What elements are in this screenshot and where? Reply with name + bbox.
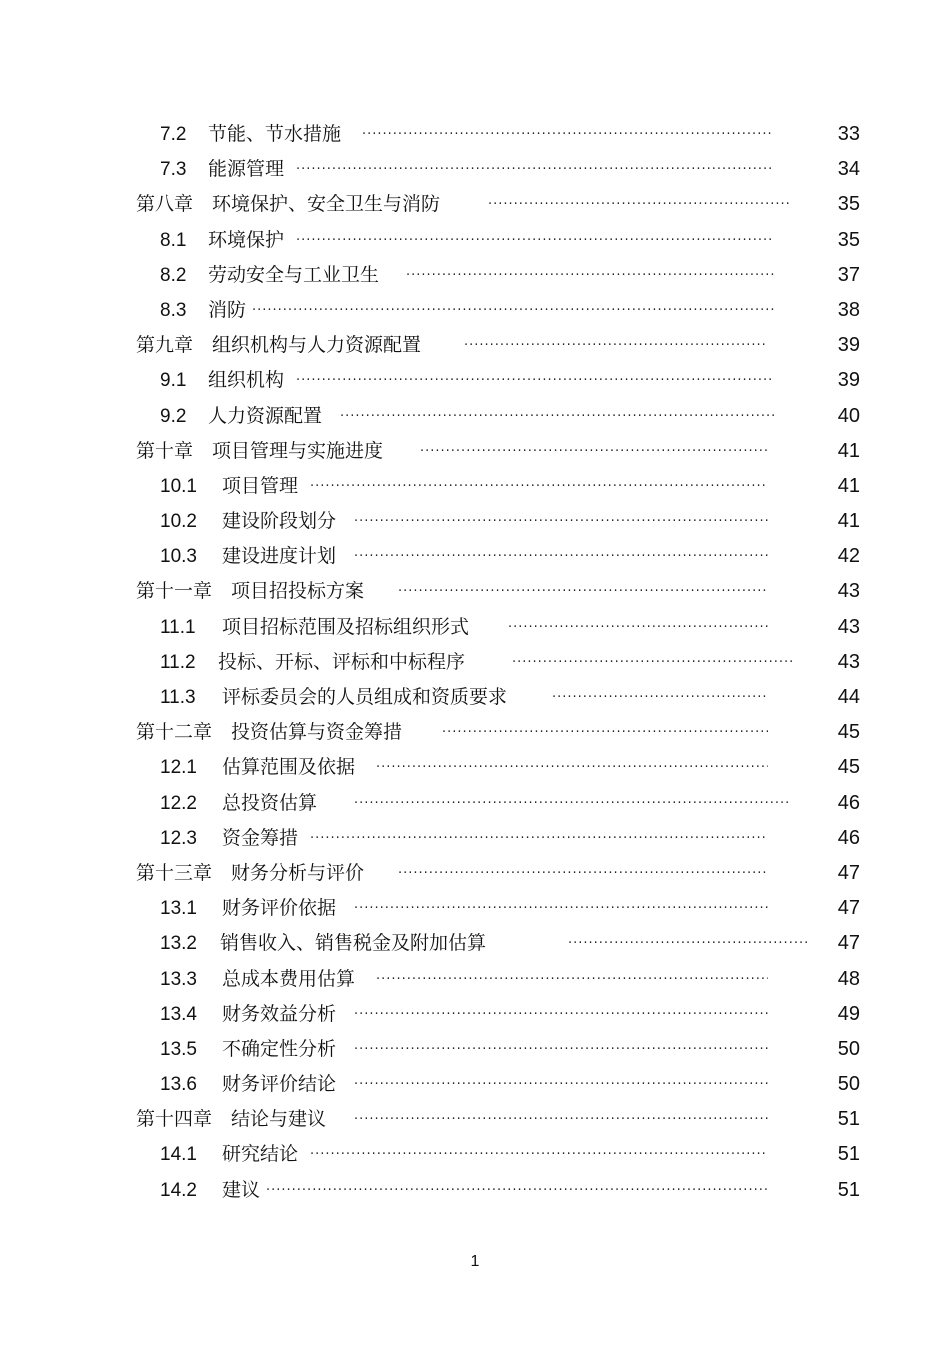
toc-entry-page: 39 — [837, 369, 860, 392]
toc-entry-number: 11.3 — [160, 687, 196, 708]
toc-entry-title: 第八章 环境保护、安全卫生与消防 — [136, 193, 441, 216]
toc-entry-title: 研究结论 — [222, 1143, 299, 1166]
toc-entry[interactable] — [0, 821, 950, 856]
toc-entry[interactable] — [0, 610, 950, 645]
toc-entry-title: 第十三章 财务分析与评价 — [136, 861, 365, 884]
toc-entry[interactable] — [0, 258, 950, 293]
toc-leader — [354, 504, 768, 539]
toc-leader — [340, 399, 774, 434]
toc-leader — [362, 117, 774, 152]
toc-entry[interactable] — [0, 1067, 950, 1102]
toc-entry[interactable] — [0, 715, 950, 750]
toc-leader — [296, 223, 774, 258]
toc-leader — [512, 645, 792, 680]
toc-entry-page: 41 — [837, 510, 860, 533]
toc-entry-page: 47 — [837, 932, 860, 955]
toc-entry-page: 49 — [837, 1002, 860, 1025]
toc-entry-title: 总投资估算 — [222, 791, 318, 814]
toc-entry-title: 财务评价结论 — [222, 1073, 337, 1096]
toc-entry-number: 9.2 — [160, 405, 187, 427]
toc-entry-page: 40 — [837, 404, 860, 427]
toc-entry[interactable] — [0, 223, 950, 258]
toc-entry[interactable] — [0, 926, 950, 961]
toc-entry-title: 第九章 组织机构与人力资源配置 — [136, 334, 422, 357]
toc-entry[interactable] — [0, 1173, 950, 1208]
toc-entry[interactable] — [0, 786, 950, 821]
toc-leader — [354, 786, 790, 821]
toc-entry[interactable] — [0, 434, 950, 469]
toc-leader — [296, 152, 774, 187]
toc-entry[interactable] — [0, 539, 950, 574]
toc-entry-title: 项目招标范围及招标组织形式 — [222, 615, 470, 638]
toc-entry-title: 第十一章 项目招投标方案 — [136, 580, 365, 603]
toc-entry[interactable] — [0, 962, 950, 997]
toc-entry-title: 消防 — [208, 298, 247, 321]
toc-leader — [442, 715, 768, 750]
toc-leader — [354, 997, 768, 1032]
toc-entry[interactable] — [0, 645, 950, 680]
toc-entry-number: 12.2 — [160, 792, 197, 814]
toc-entry-title: 建议 — [222, 1178, 261, 1201]
toc-leader — [508, 610, 768, 645]
toc-entry-number: 11.1 — [160, 616, 196, 638]
toc-entry-page: 47 — [837, 861, 860, 884]
toc-entry-number: 14.1 — [160, 1144, 197, 1166]
toc-entry-page: 51 — [837, 1143, 860, 1166]
toc-entry-page: 41 — [837, 474, 860, 497]
toc-entry[interactable] — [0, 1137, 950, 1172]
toc-leader — [310, 469, 768, 504]
toc-leader — [354, 1067, 768, 1102]
toc-entry-number: 12.3 — [160, 827, 197, 849]
toc-entry-page: 43 — [837, 615, 860, 638]
toc-entry-title: 节能、节水措施 — [208, 123, 342, 145]
toc-entry-title: 财务评价依据 — [222, 897, 337, 920]
toc-entry-title: 第十二章 投资估算与资金筹措 — [136, 721, 403, 744]
toc-leader — [376, 750, 768, 785]
toc-entry-number: 11.2 — [160, 651, 196, 673]
toc-leader — [354, 891, 768, 926]
toc-entry-number: 13.2 — [160, 933, 197, 955]
toc-entry-page: 46 — [837, 826, 860, 849]
toc-leader — [252, 293, 774, 328]
toc-entry-page: 50 — [837, 1037, 860, 1060]
toc-leader — [354, 539, 768, 574]
toc-leader — [420, 434, 768, 469]
toc-entry-title: 第十四章 结论与建议 — [136, 1108, 327, 1131]
toc-entry[interactable] — [0, 399, 950, 434]
toc-leader — [568, 926, 808, 961]
toc-leader — [354, 1102, 768, 1137]
toc-entry-title: 销售收入、销售税金及附加估算 — [220, 932, 487, 955]
toc-leader — [464, 328, 768, 363]
toc-leader — [406, 258, 774, 293]
toc-leader — [488, 187, 792, 222]
toc-entry-title: 项目管理 — [222, 474, 299, 497]
toc-entry[interactable] — [0, 504, 950, 539]
toc-leader — [310, 1137, 768, 1172]
toc-entry-title: 建设进度计划 — [222, 545, 337, 568]
toc-entry-number: 9.1 — [160, 370, 187, 392]
toc-entry-page: 33 — [837, 123, 860, 145]
toc-leader — [398, 856, 768, 891]
toc-entry-page: 45 — [837, 721, 860, 744]
toc-entry[interactable] — [0, 1102, 950, 1137]
toc-entry[interactable] — [0, 891, 950, 926]
toc-entry[interactable] — [0, 293, 950, 328]
toc-entry-title: 第十章 项目管理与实施进度 — [136, 439, 384, 462]
toc-entry-page: 43 — [837, 580, 860, 603]
toc-entry-page: 35 — [837, 228, 860, 251]
toc-entry-page: 48 — [837, 967, 860, 990]
toc-entry-title: 总成本费用估算 — [222, 967, 356, 990]
toc-entry-number: 10.1 — [160, 475, 197, 497]
toc-leader — [354, 1032, 768, 1067]
toc-entry-page: 51 — [837, 1178, 860, 1201]
toc-entry-page: 51 — [837, 1108, 860, 1131]
toc-entry[interactable] — [0, 469, 950, 504]
toc-entry-title: 资金筹措 — [222, 826, 299, 849]
toc-entry[interactable] — [0, 117, 950, 152]
toc-entry-title: 人力资源配置 — [208, 404, 323, 427]
toc-entry[interactable] — [0, 574, 950, 609]
toc-entry-title: 估算范围及依据 — [222, 756, 356, 779]
toc-entry[interactable] — [0, 997, 950, 1032]
toc-entry-number: 7.3 — [160, 159, 187, 181]
toc-entry-number: 13.1 — [160, 898, 197, 920]
toc-entry-number: 13.4 — [160, 1003, 197, 1025]
toc-leader — [376, 962, 768, 997]
toc-entry-page: 47 — [837, 897, 860, 920]
toc-entry-page: 39 — [837, 334, 860, 357]
toc-entry-title: 建设阶段划分 — [222, 510, 337, 533]
toc-entry-page: 34 — [837, 158, 860, 181]
toc-entry-number: 13.6 — [160, 1074, 197, 1096]
toc-entry-page: 50 — [837, 1073, 860, 1096]
toc-entry-title: 劳动安全与工业卫生 — [208, 263, 380, 286]
toc-entry-title: 组织机构 — [208, 369, 285, 392]
toc-entry[interactable] — [0, 187, 950, 222]
toc-entry-page: 35 — [837, 193, 860, 216]
toc-entry-number: 8.1 — [160, 229, 187, 251]
toc-entry[interactable] — [0, 328, 950, 363]
toc-entry-title: 投标、开标、评标和中标程序 — [218, 650, 466, 673]
toc-entry-number: 10.3 — [160, 546, 197, 568]
toc-entry-title: 能源管理 — [208, 158, 285, 181]
toc-entry-number: 13.5 — [160, 1038, 197, 1060]
toc-entry[interactable] — [0, 363, 950, 398]
toc-entry-number: 13.3 — [160, 968, 197, 990]
toc-entry-number: 14.2 — [160, 1179, 197, 1201]
toc-entry-number: 12.1 — [160, 757, 197, 779]
toc-entry-number: 8.3 — [160, 299, 187, 321]
toc-entry[interactable] — [0, 680, 950, 715]
toc-leader — [266, 1173, 768, 1208]
toc-entry-page: 41 — [837, 439, 860, 462]
toc-entry-page: 38 — [837, 298, 860, 321]
toc-entry-title: 评标委员会的人员组成和资质要求 — [222, 686, 508, 708]
toc-entry-page: 37 — [837, 263, 860, 286]
toc-entry-page: 46 — [837, 791, 860, 814]
toc-entry-page: 42 — [837, 545, 860, 568]
toc-leader — [296, 363, 774, 398]
toc-entry[interactable] — [0, 152, 950, 187]
toc-entry[interactable] — [0, 750, 950, 785]
toc-entry-title: 环境保护 — [208, 228, 285, 251]
toc-entry[interactable] — [0, 856, 950, 891]
toc-leader — [398, 574, 768, 609]
toc-entry[interactable] — [0, 1032, 950, 1067]
page-number: 1 — [470, 1253, 480, 1270]
toc-entry-number: 8.2 — [160, 264, 187, 286]
toc-entry-page: 44 — [837, 686, 860, 708]
toc-leader — [552, 680, 768, 715]
toc-entry-page: 43 — [837, 650, 860, 673]
toc-entry-page: 45 — [837, 756, 860, 779]
toc-entry-title: 财务效益分析 — [222, 1002, 337, 1025]
table-of-contents — [0, 117, 950, 1208]
toc-entry-number: 10.2 — [160, 511, 197, 533]
toc-entry-title: 不确定性分析 — [222, 1037, 337, 1060]
toc-leader — [310, 821, 768, 856]
toc-entry-number: 7.2 — [160, 124, 187, 145]
